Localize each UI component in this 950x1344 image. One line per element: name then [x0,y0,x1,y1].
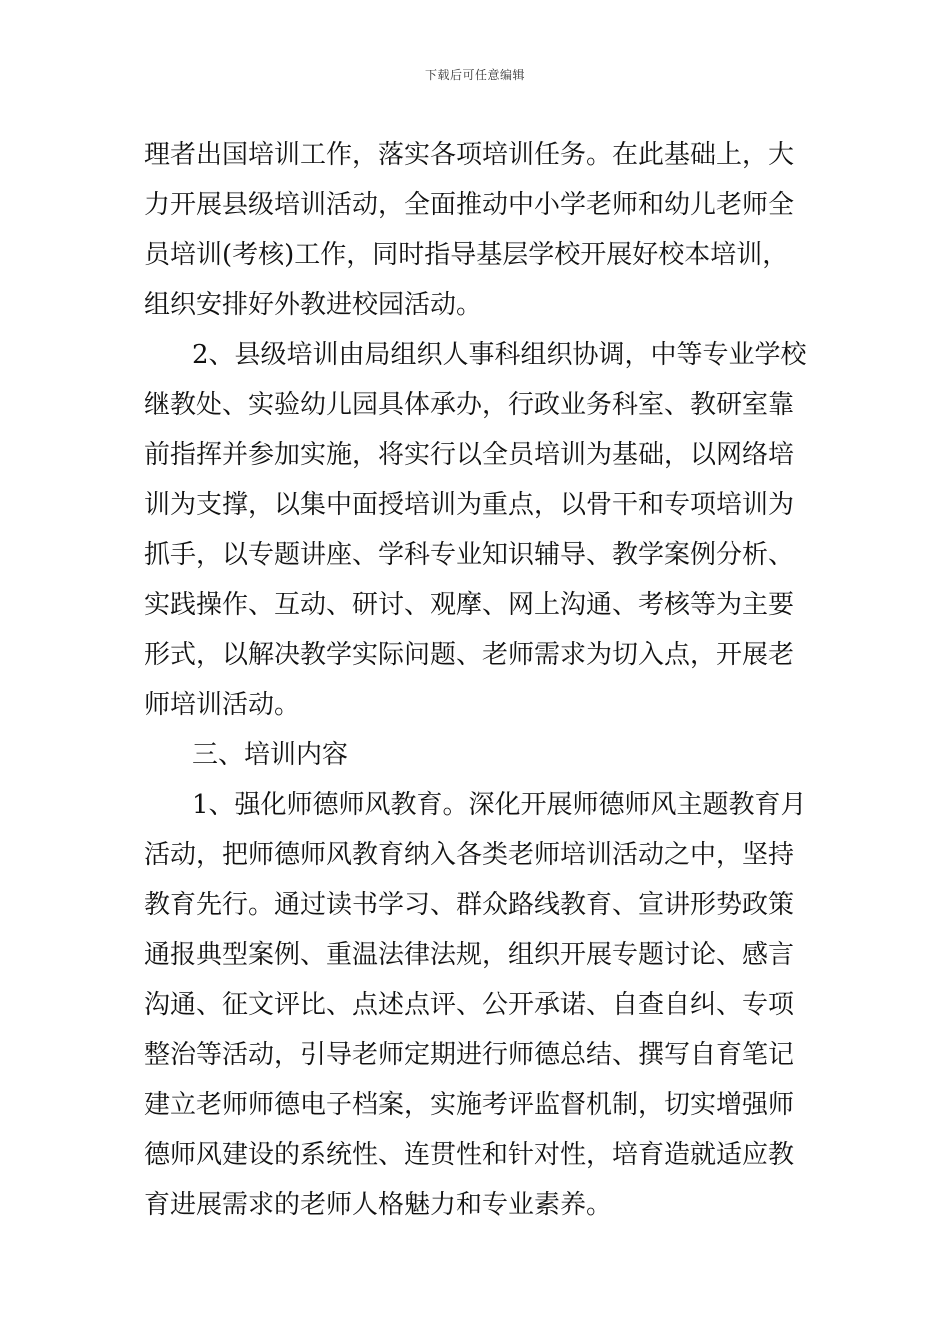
text-line: 活动，把师德师风教育纳入各类老师培训活动之中，坚持 [144,840,795,870]
text-line: 通报典型案例、重温法律法规，组织开展专题讨论、感言 [144,940,795,970]
text-line: 沟通、征文评比、点述点评、公开承诺、自查自纠、专项 [144,990,795,1020]
text-line: 训为支撑，以集中面授培训为重点，以骨干和专项培训为 [144,490,795,520]
text-line: 前指挥并参加实施，将实行以全员培训为基础，以网络培 [144,440,795,470]
header-note: 下载后可任意编辑 [424,68,525,82]
text-line: 整治等活动，引导老师定期进行师德总结、撰写自育笔记 [144,1040,795,1070]
text-line: 组织安排好外教进校园活动。 [144,290,483,320]
text-line: 师培训活动。 [144,690,301,720]
text-line: 德师风建设的系统性、连贯性和针对性，培育造就适应教 [144,1140,795,1170]
text-line: 力开展县级培训活动，全面推动中小学老师和幼儿老师全 [144,190,795,220]
text-line: 育进展需求的老师人格魅力和专业素养。 [144,1190,613,1220]
body-text [144,130,808,1230]
section-heading: 三、培训内容 [192,740,349,770]
text-line: 员培训(考核)工作，同时指导基层学校开展好校本培训， [144,240,789,270]
text-line: 理者出国培训工作，落实各项培训任务。在此基础上，大 [144,140,795,170]
text-line: 形式，以解决教学实际问题、老师需求为切入点，开展老 [144,640,795,670]
text-line: 建立老师师德电子档案，实施考评监督机制，切实增强师 [144,1090,795,1120]
text-line: 抓手，以专题讲座、学科专业知识辅导、教学案例分析、 [144,540,795,570]
paragraph-start-line: 2、县级培训由局组织人事科组织协调，中等专业学校 [192,340,807,370]
text-line: 教育先行。通过读书学习、群众路线教育、宣讲形势政策 [144,890,795,920]
text-line: 实践操作、互动、研讨、观摩、网上沟通、考核等为主要 [144,590,795,620]
text-line: 继教处、实验幼儿园具体承办，行政业务科室、教研室靠 [144,390,795,420]
paragraph-start-line: 1、强化师德师风教育。深化开展师德师风主题教育月 [192,790,807,820]
